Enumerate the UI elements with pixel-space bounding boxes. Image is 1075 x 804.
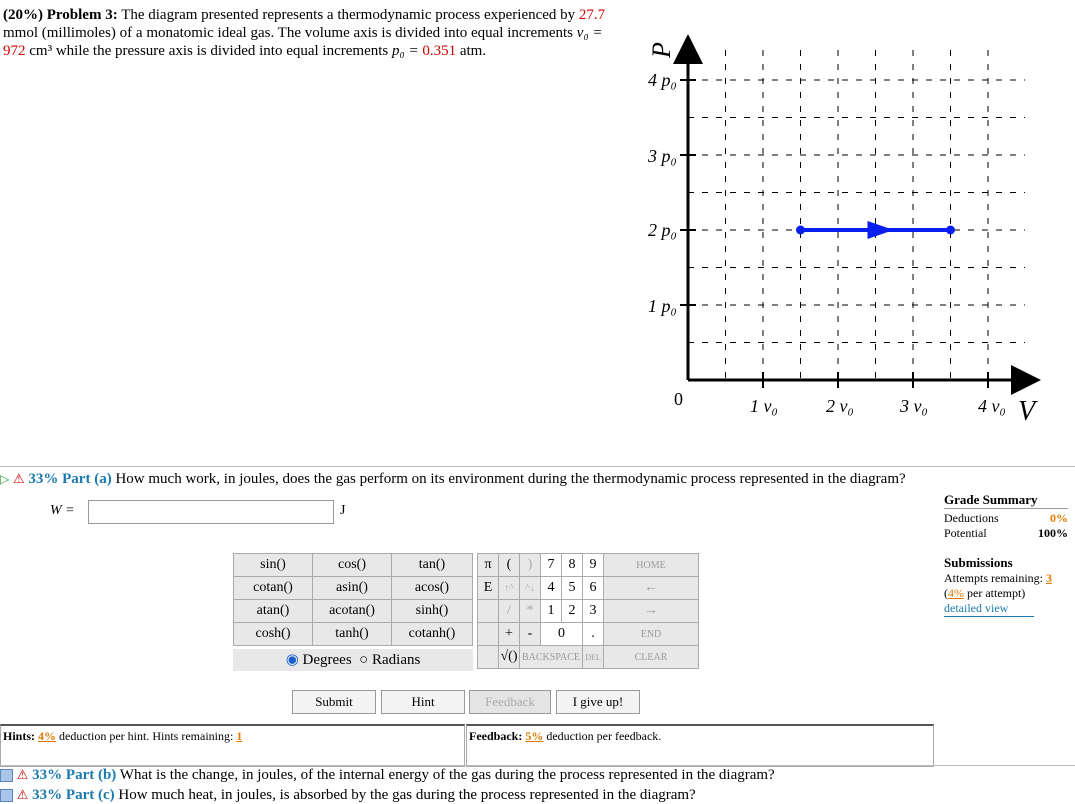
blank-key: [478, 600, 499, 623]
expand-icon[interactable]: ▷: [0, 472, 10, 486]
part-c-question: How much heat, in joules, is absorbed by the gas during the process represented in the diagram?: [118, 787, 696, 803]
key-8[interactable]: 8: [562, 554, 583, 577]
feedback-button[interactable]: Feedback: [469, 690, 551, 714]
divide-key[interactable]: /: [499, 600, 520, 623]
atan-key[interactable]: atan(): [234, 600, 313, 623]
grade-title: Grade Summary: [944, 492, 1068, 509]
collapsed-icon[interactable]: [0, 769, 13, 782]
down-key[interactable]: ^↓: [520, 577, 541, 600]
v0-unit: cm³: [29, 43, 53, 59]
part-a-header[interactable]: [0, 471, 906, 488]
p0-unit: atm.: [459, 43, 487, 59]
feedback-panel: [466, 724, 934, 767]
plus-key[interactable]: +: [499, 623, 520, 646]
degrees-label: Degrees: [302, 652, 352, 668]
degrees-radio[interactable]: ◉: [285, 652, 299, 668]
cotan-key[interactable]: cotan(): [234, 577, 313, 600]
warning-icon: ⚠: [16, 787, 29, 802]
key-9[interactable]: 9: [583, 554, 604, 577]
warning-icon: ⚠: [16, 767, 29, 782]
open-paren-key[interactable]: (: [499, 554, 520, 577]
part-c-percent: 33% Part (c): [32, 787, 115, 803]
end-key[interactable]: END: [604, 623, 699, 646]
numeric-keypad: [477, 553, 699, 669]
right-arrow-key[interactable]: →: [604, 600, 699, 623]
up-key[interactable]: ↑^: [499, 577, 520, 600]
tan-key[interactable]: tan(): [392, 554, 473, 577]
feedback-text: deduction per feedback.: [546, 729, 662, 743]
part-b-question: What is the change, in joules, of the internal energy of the gas during the process represented in the diagram?: [119, 767, 775, 783]
deductions-value: 0%: [1050, 511, 1068, 525]
per-attempt-text: per attempt): [967, 586, 1026, 600]
hints-pct: 4%: [38, 729, 57, 743]
part-a-percent: 33% Part (a): [28, 471, 112, 487]
hints-panel: [0, 724, 465, 767]
feedback-pct: 5%: [525, 729, 544, 743]
cosh-key[interactable]: cosh(): [234, 623, 313, 646]
problem-heading: (20%) Problem 3:: [3, 7, 118, 23]
hint-button[interactable]: Hint: [381, 690, 465, 714]
acotan-key[interactable]: acotan(): [313, 600, 392, 623]
problem-text-3: while the pressure axis is divided into equal increments: [55, 43, 389, 59]
warning-icon: ⚠: [12, 471, 25, 486]
process-arrow: [868, 221, 894, 239]
left-arrow-key[interactable]: ←: [604, 577, 699, 600]
clear-key[interactable]: CLEAR: [604, 646, 699, 669]
process-start-point: [796, 226, 805, 235]
axis-ticks: [680, 80, 988, 388]
answer-unit: J: [340, 503, 346, 518]
submissions-title: Submissions: [944, 555, 1013, 570]
v-tick-1: 1 v₀: [750, 396, 778, 416]
cotanh-key[interactable]: cotanh(): [392, 623, 473, 646]
v0-value: 972: [3, 43, 26, 59]
asin-key[interactable]: asin(): [313, 577, 392, 600]
origin-label: 0: [674, 389, 683, 409]
blank-key-3: [478, 646, 499, 669]
moles-value: 27.7: [578, 7, 606, 23]
p-tick-1: 1 p₀: [648, 296, 677, 316]
home-key[interactable]: HOME: [604, 554, 699, 577]
answer-input[interactable]: [88, 500, 334, 524]
pv-diagram: [640, 30, 1060, 425]
part-b-percent: 33% Part (b): [32, 767, 117, 783]
attempts-value: 3: [1045, 571, 1052, 585]
v-axis-label: V: [1018, 396, 1036, 425]
potential-label: Potential: [944, 526, 987, 540]
hints-remaining: 1: [236, 729, 243, 743]
tanh-key[interactable]: tanh(): [313, 623, 392, 646]
problem-statement: [3, 6, 623, 60]
e-key[interactable]: E: [478, 577, 499, 600]
backspace-key[interactable]: BACKSPACE: [520, 646, 583, 669]
del-key[interactable]: DEL: [583, 646, 604, 669]
minus-key[interactable]: -: [520, 623, 541, 646]
v-tick-2: 2 v₀: [826, 396, 854, 416]
attempts-label: Attempts remaining:: [944, 571, 1043, 585]
part-c-header[interactable]: [0, 787, 696, 804]
dot-key[interactable]: .: [583, 623, 604, 646]
process-end-point: [946, 226, 955, 235]
p-axis-label: P: [647, 42, 676, 58]
function-keypad: [233, 553, 473, 646]
sinh-key[interactable]: sinh(): [392, 600, 473, 623]
detailed-view-link[interactable]: detailed view: [944, 601, 1034, 617]
answer-variable: W =: [50, 503, 75, 518]
angle-mode: [233, 649, 473, 671]
part-b-header[interactable]: [0, 767, 775, 784]
acos-key[interactable]: acos(): [392, 577, 473, 600]
grid-lines: [688, 50, 1025, 380]
v0-label: v₀ =: [576, 25, 603, 41]
give-up-button[interactable]: I give up!: [556, 690, 640, 714]
answer-row: [50, 503, 346, 519]
problem-text-1: The diagram presented represents a thermodynamic process experienced by: [121, 7, 576, 23]
hints-text: deduction per hint. Hints remaining:: [59, 729, 234, 743]
multiply-key[interactable]: *: [520, 600, 541, 623]
p0-label: p₀ =: [392, 43, 419, 59]
submit-button[interactable]: Submit: [292, 690, 376, 714]
hints-label: Hints:: [3, 729, 36, 743]
key-2[interactable]: 2: [562, 600, 583, 623]
close-paren-key[interactable]: ): [520, 554, 541, 577]
radians-radio[interactable]: ○: [359, 652, 369, 668]
problem-text-2: mmol (millimoles) of a monatomic ideal gas. The volume axis is divided into equal increments: [3, 25, 574, 41]
grade-summary: Grade Summary Deductions 0% Potential 100% Submissions Attempts remaining: 3 (4% per attempt) detailed view: [944, 492, 1068, 615]
p-tick-4: 4 p₀: [648, 70, 677, 90]
per-attempt-pct: 4%: [948, 586, 964, 600]
collapsed-icon[interactable]: [0, 789, 13, 802]
radians-label: Radians: [371, 652, 421, 668]
key-5[interactable]: 5: [562, 577, 583, 600]
blank-key-2: [478, 623, 499, 646]
p0-value: 0.351: [422, 43, 457, 59]
key-0[interactable]: 0: [541, 623, 583, 646]
pi-key[interactable]: π: [478, 554, 499, 577]
cos-key[interactable]: cos(): [313, 554, 392, 577]
part-a-question: How much work, in joules, does the gas perform on its environment during the thermodynamic process represented in the diagram?: [115, 471, 906, 487]
p-tick-3: 3 p₀: [648, 146, 677, 166]
v-tick-3: 3 v₀: [900, 396, 928, 416]
sqrt-key[interactable]: √(): [499, 646, 520, 669]
feedback-label: Feedback:: [469, 729, 523, 743]
deductions-label: Deductions: [944, 511, 999, 525]
key-4[interactable]: 4: [541, 577, 562, 600]
v-tick-4: 4 v₀: [978, 396, 1006, 416]
key-7[interactable]: 7: [541, 554, 562, 577]
key-3[interactable]: 3: [583, 600, 604, 623]
p-tick-2: 2 p₀: [648, 220, 677, 240]
potential-value: 100%: [1038, 526, 1068, 540]
sin-key[interactable]: sin(): [234, 554, 313, 577]
key-1[interactable]: 1: [541, 600, 562, 623]
key-6[interactable]: 6: [583, 577, 604, 600]
